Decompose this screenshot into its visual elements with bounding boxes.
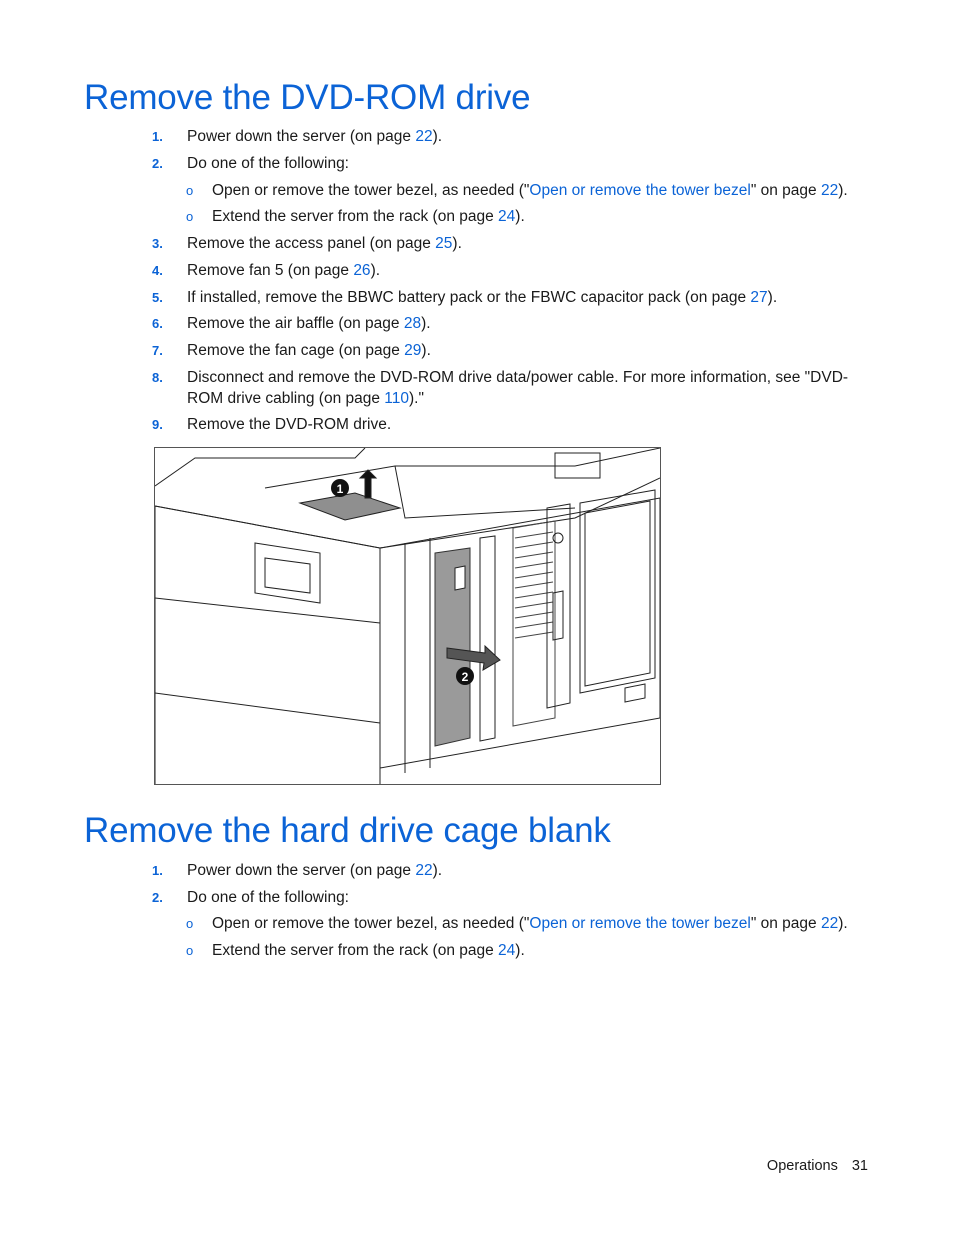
- step-number: 8.: [152, 370, 163, 385]
- step-text: [187, 233, 877, 254]
- page-link[interactable]: 24: [498, 208, 516, 225]
- page-link[interactable]: 22: [820, 915, 839, 932]
- step-text-part: Extend the server from the rack (on page: [212, 942, 499, 959]
- step-text: [187, 126, 877, 147]
- step-text-part: ).: [421, 342, 431, 359]
- step-text-part: ).: [515, 208, 525, 225]
- bullet-icon: o: [186, 209, 194, 224]
- step-number: 7.: [152, 343, 163, 358]
- page-link[interactable]: 110: [384, 390, 410, 407]
- step-text-part: Disconnect and remove the DVD-ROM drive data/power cable. For more information, see "DVD-ROM drive cabling (on page: [187, 369, 849, 407]
- step-number: 6.: [152, 316, 163, 331]
- bezel-link[interactable]: Open or remove the tower bezel: [529, 182, 751, 199]
- step-text-part: Remove the access panel (on page: [187, 235, 436, 252]
- page-link[interactable]: 26: [353, 262, 371, 279]
- page-number: 31: [851, 1158, 868, 1174]
- step-text-part: Extend the server from the rack (on page: [212, 208, 499, 225]
- step-text-part: ).: [515, 942, 525, 959]
- step-text-part: ).: [432, 862, 443, 879]
- step-text-part: If installed, remove the BBWC battery pack or the FBWC capacitor pack (on page: [187, 289, 751, 306]
- step-text: [187, 313, 877, 334]
- page-link[interactable]: 25: [435, 235, 453, 252]
- step-text: [187, 367, 877, 409]
- step-text-part: Open or remove the tower bezel, as needed (": [212, 915, 530, 932]
- step-text-part: Remove fan 5 (on page: [187, 262, 354, 279]
- step-text: [187, 860, 877, 881]
- step-text-part: " on page: [750, 915, 821, 932]
- page-link[interactable]: 28: [403, 315, 422, 332]
- substep-text: [212, 180, 872, 201]
- step-text-part: Remove the air baffle (on page: [187, 315, 404, 332]
- step-text-part: ).: [838, 915, 848, 932]
- bullet-icon: o: [186, 916, 194, 931]
- step-text-part: " on page: [750, 182, 821, 199]
- page-link[interactable]: 27: [750, 289, 768, 306]
- step-text-part: Remove the fan cage (on page: [187, 342, 405, 359]
- substep-text: [212, 940, 872, 961]
- step-text-part: ).: [432, 128, 443, 145]
- page-link[interactable]: 22: [415, 128, 433, 145]
- step-text: [187, 260, 877, 281]
- bullet-icon: o: [186, 183, 194, 198]
- substep-text: [212, 206, 872, 227]
- step-text-part: ).: [370, 262, 381, 279]
- step-number: 2.: [152, 156, 163, 171]
- page-link[interactable]: 22: [820, 182, 839, 199]
- page-link[interactable]: 29: [404, 342, 422, 359]
- step-text: Remove the DVD-ROM drive.: [187, 416, 392, 433]
- step-text-part: ).: [452, 235, 462, 252]
- step-text: [187, 287, 877, 308]
- bullet-icon: o: [186, 943, 194, 958]
- bezel-link[interactable]: Open or remove the tower bezel: [529, 915, 751, 932]
- step-text-part: Power down the server (on page: [187, 128, 416, 145]
- section-title-hard-drive-cage-blank: Remove the hard drive cage blank: [84, 811, 611, 850]
- step-text: [187, 340, 877, 361]
- callout-2: 2: [461, 670, 469, 684]
- section-title-dvd-rom: Remove the DVD-ROM drive: [84, 78, 531, 117]
- page-footer: [767, 1158, 868, 1174]
- page-link[interactable]: 22: [415, 862, 433, 879]
- step-number: 1.: [152, 129, 163, 144]
- footer-section: Operations: [766, 1158, 838, 1174]
- step-number: 5.: [152, 290, 163, 305]
- step-text-part: ).: [767, 289, 778, 306]
- step-number: 4.: [152, 263, 163, 278]
- step-number: 1.: [152, 863, 163, 878]
- step-number: 9.: [152, 417, 163, 432]
- step-text-part: ).": [409, 390, 424, 407]
- server-dvd-removal-illustration: [154, 447, 661, 785]
- server-drawing: [155, 448, 660, 784]
- step-text: Do one of the following:: [187, 889, 349, 906]
- step-text: Do one of the following:: [187, 155, 349, 172]
- step-text-part: ).: [838, 182, 848, 199]
- substep-text: [212, 913, 872, 934]
- step-number: 3.: [152, 236, 163, 251]
- step-text-part: Open or remove the tower bezel, as needed (": [212, 182, 530, 199]
- step-text-part: ).: [421, 315, 431, 332]
- step-number: 2.: [152, 890, 163, 905]
- page-link[interactable]: 24: [498, 942, 516, 959]
- callout-1: 1: [336, 482, 344, 496]
- step-text-part: Power down the server (on page: [187, 862, 416, 879]
